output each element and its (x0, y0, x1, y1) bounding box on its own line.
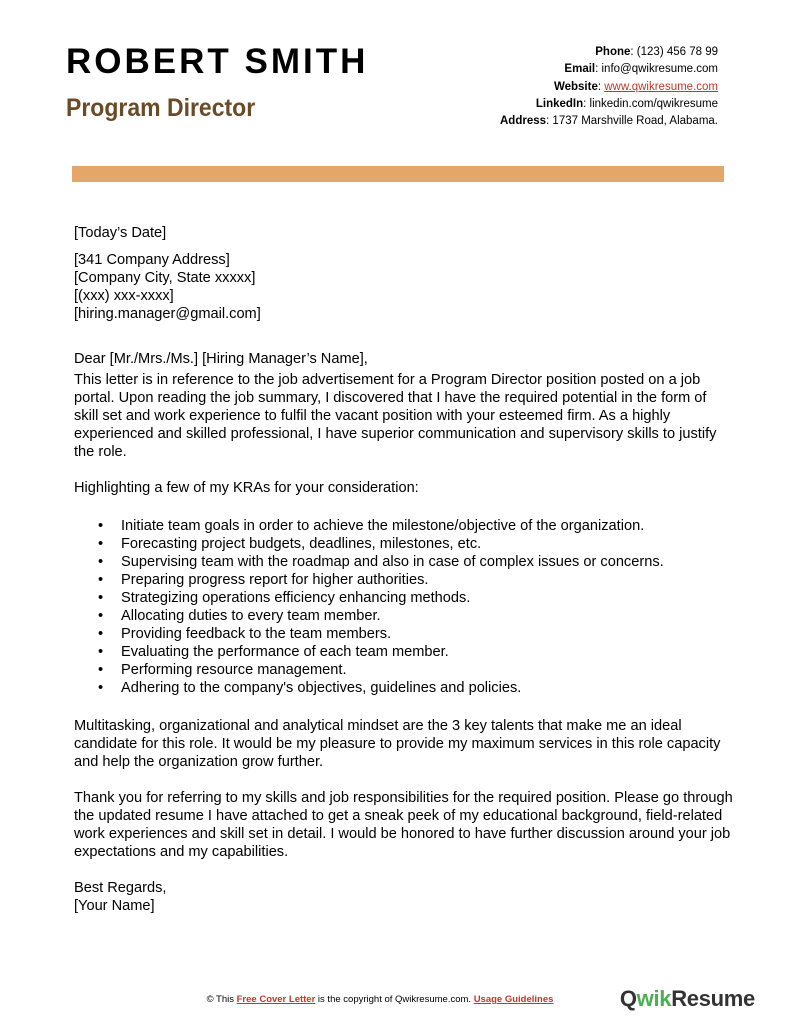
body-paragraph: Thank you for referring to my skills and job responsibilities for the required position. Please go through the updated resume I have attached to get a sneak peek of my educational background, field-related work experiences and skill set in detail. I would be honored to have further discussion around your job expectations and my capabilities. (74, 790, 733, 860)
list-item: • Supervising team with the roadmap and also in case of complex issues or concerns. (121, 553, 734, 571)
footer-prefix: © This (206, 994, 237, 1005)
letter-date: [Today’s Date] (74, 225, 167, 241)
closing: Best Regards, (74, 880, 167, 896)
intro-paragraph: This letter is in reference to the job advertisement for a Program Director position posted on a job portal. Upon reading the job summary, I discovered that I have the required potential in the form of skill set and work experience to fulfil the vacant position with your esteemed firm. As a highly experienced and skilled professional, I have superior communication and supervisory skills to justify the role. (74, 372, 717, 460)
linkedin-label: LinkedIn (535, 97, 584, 110)
recipient-line: [341 Company Address] (74, 252, 230, 268)
list-item: • Preparing progress report for higher authorities. (121, 571, 734, 589)
list-item: • Strategizing operations efficiency enhancing methods. (121, 589, 734, 607)
job-title: Program Director (66, 94, 256, 122)
list-item: • Allocating duties to every team member. (121, 607, 734, 625)
phone-value: : (123) 456 78 99 (630, 46, 718, 58)
recipient-line: [hiring.manager@gmail.com] (74, 306, 261, 322)
contact-website (500, 79, 718, 96)
salutation: Dear [Mr./Mrs./Ms.] [Hiring Manager’s Name], (74, 351, 368, 367)
phone-label: Phone (595, 46, 631, 58)
list-item: • Performing resource management. (121, 661, 734, 679)
linkedin-value: : linkedin.com/qwikresume (583, 97, 718, 110)
address-value: : 1737 Marshville Road, Alabama. (546, 115, 718, 128)
contact-block (500, 44, 718, 130)
list-item: • Forecasting project budgets, deadlines, milestones, etc. (121, 535, 734, 553)
kra-intro: Highlighting a few of my KRAs for your consideration: (74, 480, 419, 496)
footer-middle: is the copyright of Qwikresume.com. (315, 994, 474, 1005)
kra-list (74, 517, 734, 697)
contact-email (500, 61, 718, 78)
recipient-address (74, 251, 734, 323)
free-cover-letter-link[interactable]: Free Cover Letter (236, 994, 316, 1005)
applicant-name: ROBERT SMITH (66, 42, 369, 81)
logo-resume: Resume (671, 986, 755, 1011)
email-value: : info@qwikresume.com (595, 63, 718, 76)
contact-linkedin (500, 96, 718, 113)
recipient-line: [(xxx) xxx-xxxx] (74, 288, 174, 304)
qwikresume-logo (620, 986, 755, 1012)
accent-divider-bar (72, 166, 724, 182)
logo-wik: wik (636, 986, 672, 1011)
signature: [Your Name] (74, 898, 155, 914)
letter-body (74, 224, 734, 915)
contact-phone (500, 44, 718, 61)
list-item: • Adhering to the company's objectives, guidelines and policies. (121, 679, 734, 697)
list-item: • Providing feedback to the team members. (121, 625, 734, 643)
email-label: Email (564, 63, 596, 76)
recipient-line: [Company City, State xxxxx] (74, 270, 256, 286)
website-label: Website (553, 80, 598, 93)
website-link[interactable]: www.qwikresume.com (604, 80, 718, 93)
list-item: • Initiate team goals in order to achieve the milestone/objective of the organization. (121, 517, 734, 535)
address-label: Address (500, 115, 547, 128)
logo-q: Q (619, 986, 637, 1011)
website-separator: : (597, 80, 605, 93)
usage-guidelines-link[interactable]: Usage Guidelines (473, 994, 554, 1005)
list-item: • Evaluating the performance of each team member. (121, 643, 734, 661)
contact-address (500, 113, 718, 130)
body-paragraph: Multitasking, organizational and analytical mindset are the 3 key talents that make me an ideal candidate for this role. It would be my pleasure to provide my maximum services in this role capacity and help the organization grow further. (74, 718, 721, 770)
